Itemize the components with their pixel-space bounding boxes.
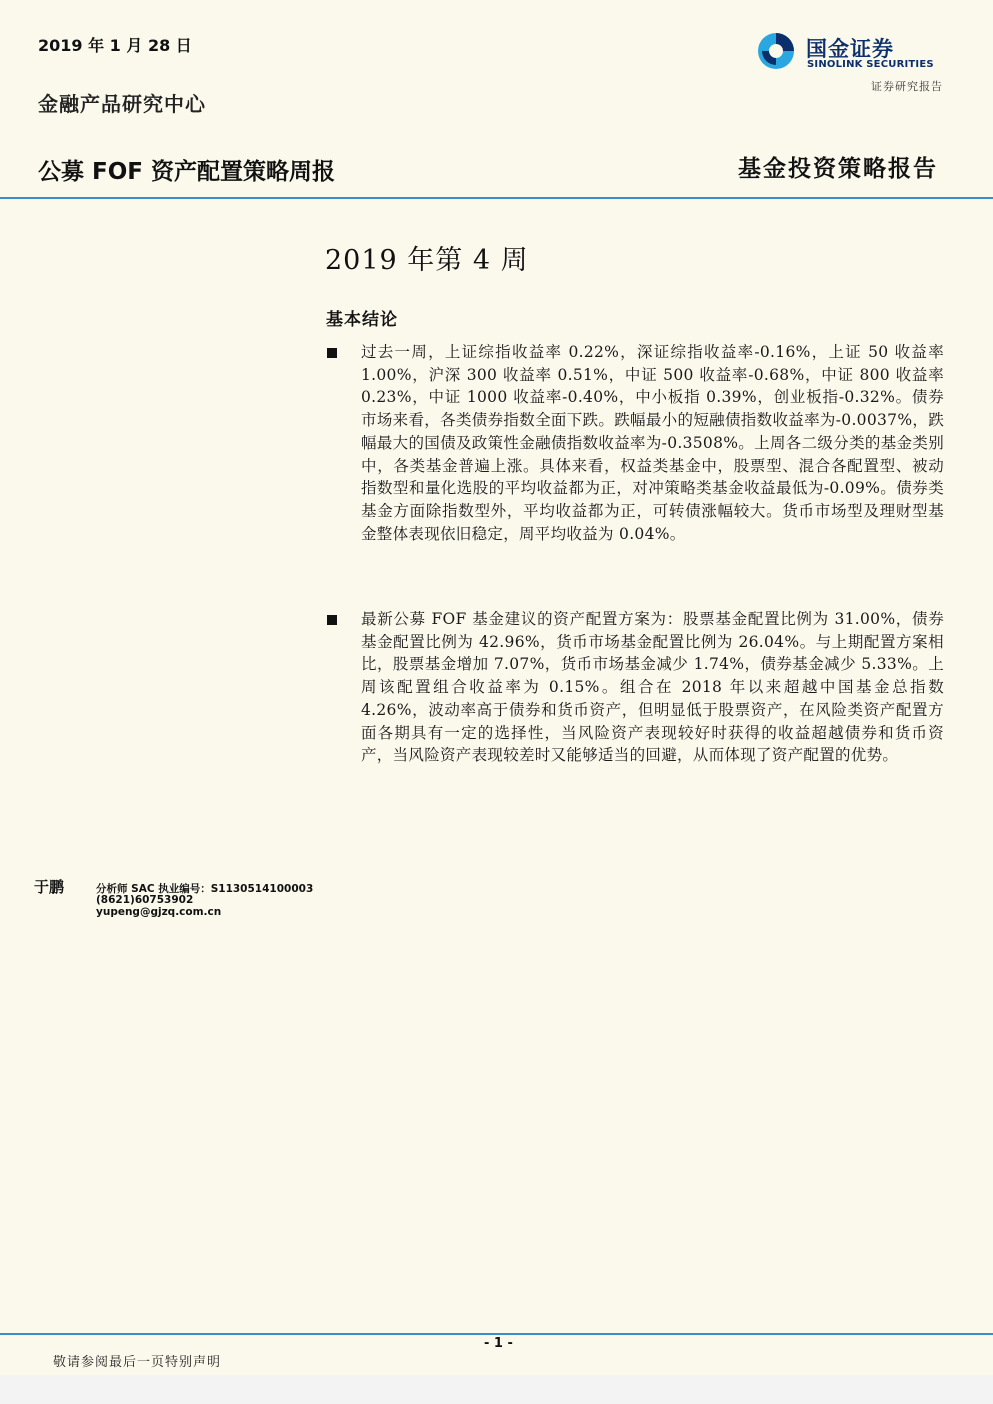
analyst-name: 于鹏 — [34, 878, 65, 896]
conclusion-paragraph-allocation: 最新公募 FOF 基金建议的资产配置方案为：股票基金配置比例为 31.00%，债券基金配置比例为 42.96%，货币市场基金配置比例为 26.04%。与上期配置方案相比，股票基金增加 7.07%，货币市场基金减少 1.74%，债券基金减少 5.33%。上周该配置组合收益率为 0.15%。组合在 2018 年以来超越中国基金总指数 4.26%，波动率高于债券和货币资产，但明显低于股票资产，在风险类资产配置方面各期具有一定的选择性，当风险资产表现较好时获得的收益超越债券和货币资产，当风险资产表现较差时又能够适当的回避，从而体现了资产配置的优势。 — [361, 610, 944, 765]
week-title: 2019 年第 4 周 — [325, 245, 529, 276]
bullet-square-icon — [327, 348, 337, 358]
logo-mark-icon — [756, 31, 796, 71]
conclusion-paragraph-market: 过去一周，上证综指收益率 0.22%，深证综指收益率-0.16%，上证 50 收益率 1.00%，沪深 300 收益率 0.51%，中证 500 收益率-0.68%，中证 800 收益率 0.23%，中证 1000 收益率-0.40%，中小板指 0.39%，创业板指-0.32%。债券市场来看，各类债券指数全面下跌。跌幅最小的短融债指数收益率为-0.0037%，跌幅最大的国债及政策性金融债指数收益率为-0.3508%。上周各二级分类的基金类别中，各类基金普遍上涨。具体来看，权益类基金中，股票型、混合各配置型、被动指数型和量化选股的平均收益都为正，对冲策略类基金收益最低为-0.09%。债券类基金方面除指数型外，平均收益都为正，可转债涨幅较大。货币市场型及理财型基金整体表现依旧稳定，周平均收益为 0.04%。 — [361, 343, 944, 543]
analyst-email[interactable]: yupeng@gjzq.com.cn — [96, 906, 222, 918]
report-date: 2019 年 1 月 28 日 — [38, 36, 192, 55]
report-type: 基金投资策略报告 — [738, 155, 938, 182]
logo-name-cn: 国金证券 — [806, 37, 894, 61]
report-category-tag: 证券研究报告 — [871, 80, 943, 93]
disclaimer-note: 敬请参阅最后一页特别声明 — [53, 1355, 222, 1370]
analyst-phone: (8621)60753902 — [96, 894, 194, 906]
page-number: - 1 - — [484, 1336, 513, 1351]
company-logo — [756, 31, 946, 76]
footer-divider — [0, 1333, 993, 1335]
research-center-label: 金融产品研究中心 — [38, 92, 206, 116]
report-title: 公募 FOF 资产配置策略周报 — [38, 159, 335, 185]
bullet-square-icon — [327, 615, 337, 625]
header-divider — [0, 197, 993, 199]
analyst-certificate: 分析师 SAC 执业编号：S1130514100003 — [96, 883, 314, 895]
logo-name-en: SINOLINK SECURITIES — [807, 59, 934, 70]
page-bottom-band — [0, 1375, 993, 1404]
section-heading: 基本结论 — [326, 310, 398, 330]
